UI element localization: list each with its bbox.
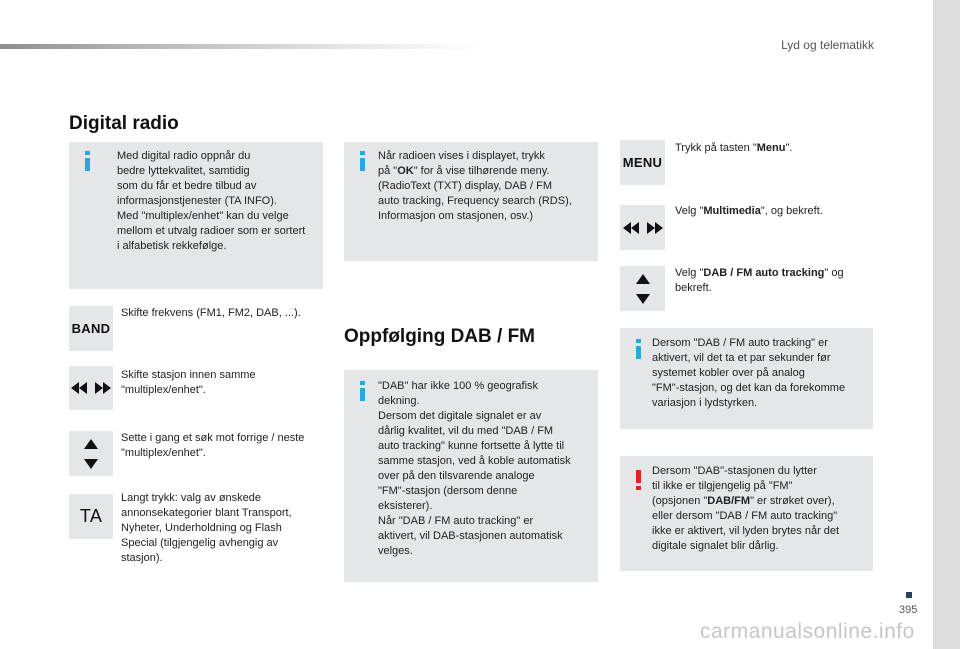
seek-arrows-icon — [621, 221, 665, 235]
watermark: carmanualsonline.info — [700, 620, 915, 643]
menu-button-icon — [620, 140, 665, 185]
step-menu-text: Trykk på tasten "Menu". — [675, 142, 793, 154]
page-marker-icon — [906, 592, 912, 598]
up-down-arrows-icon — [635, 273, 651, 305]
seek-arrows-icon — [69, 366, 113, 410]
header-gradient-bar — [0, 44, 480, 49]
info-note-dab-coverage — [344, 370, 598, 582]
up-down-arrows-icon — [83, 438, 99, 470]
note-text: Med digital radio oppnår du bedre lyttekvalitet, samtidig som du får et bedre tilbud av informasjonstjenester (TA INFO). Med "multiplex/enhet" kan du velge mellom et utvalg radioer som er sortert i alfabetisk rekkefølge. — [117, 150, 306, 252]
section-title: Lyd og telematikk — [781, 38, 874, 52]
ta-description: Langt trykk: valg av ønskede annonsekategorier blant Transport, Nyheter, Underholdning og Flash Special (tilgjengelig avhengig av stasjon). — [121, 492, 292, 564]
note-text: Dersom "DAB"-stasjonen du lytter til ikke er tilgjengelig på "FM" (opsjonen "DAB/FM" er strøket over), eller dersom "DAB / FM auto tracking" ikke er aktivert, vil lyden brytes når det digitale signalet blir dårlig. — [652, 465, 840, 552]
right-edge-bar — [933, 0, 960, 649]
page-title: Digital radio — [69, 113, 179, 134]
band-description: Skifte frekvens (FM1, FM2, DAB, ...). — [121, 307, 301, 319]
info-note-display — [344, 142, 598, 261]
note-text: "DAB" har ikke 100 % geografisk dekning. Dersom det digitale signalet er av dårlig kvalitet, vil du med "DAB / FM auto tracking" kunne fortsette å lytte til samme stasjon, ved å koble automatisk over på den tilsvarende analoge "FM"-stasjon (dersom denne eksisterer). Når "DAB / FM auto tracking" er aktivert, vil DAB-stasjonen automatisk velges. — [378, 380, 571, 557]
band-icon: BAND — [71, 321, 111, 336]
note-text: Når radioen vises i displayet, trykk på "OK" for å vise tilhørende meny. (RadioText (TXT) display, DAB / FM auto tracking, Frequency search (RDS), Informasjon om stasjonen, osv.) — [378, 150, 572, 222]
section-subtitle: Oppfølging DAB / FM — [344, 326, 536, 347]
band-button-icon — [69, 306, 113, 351]
left-right-arrows-icon — [620, 205, 665, 250]
seek-arrows-icon — [69, 381, 113, 395]
menu-icon: MENU — [622, 155, 663, 170]
step-dab-text: Velg "DAB / FM auto tracking" og bekreft. — [675, 267, 844, 294]
ta-icon: TA — [79, 506, 103, 526]
info-note-auto-tracking — [620, 328, 873, 429]
seek-description: Skifte stasjon innen samme "multiplex/enhet". — [121, 369, 256, 396]
info-note-digital-radio — [69, 142, 323, 289]
warning-note-signal — [620, 456, 873, 571]
ta-button-icon — [69, 494, 113, 539]
page-number: 395 — [899, 604, 918, 616]
step-multimedia-text: Velg "Multimedia", og bekreft. — [675, 205, 823, 217]
search-description: Sette i gang et søk mot forrige / neste "multiplex/enhet". — [121, 432, 305, 459]
note-text: Dersom "DAB / FM auto tracking" er aktivert, vil det ta et par sekunder før systemet kobler over på analog "FM"-stasjon, og det kan da forekomme variasjon i lydstyrken. — [652, 337, 846, 409]
up-down-arrows-icon — [69, 431, 113, 476]
up-down-arrows-icon — [620, 266, 665, 311]
